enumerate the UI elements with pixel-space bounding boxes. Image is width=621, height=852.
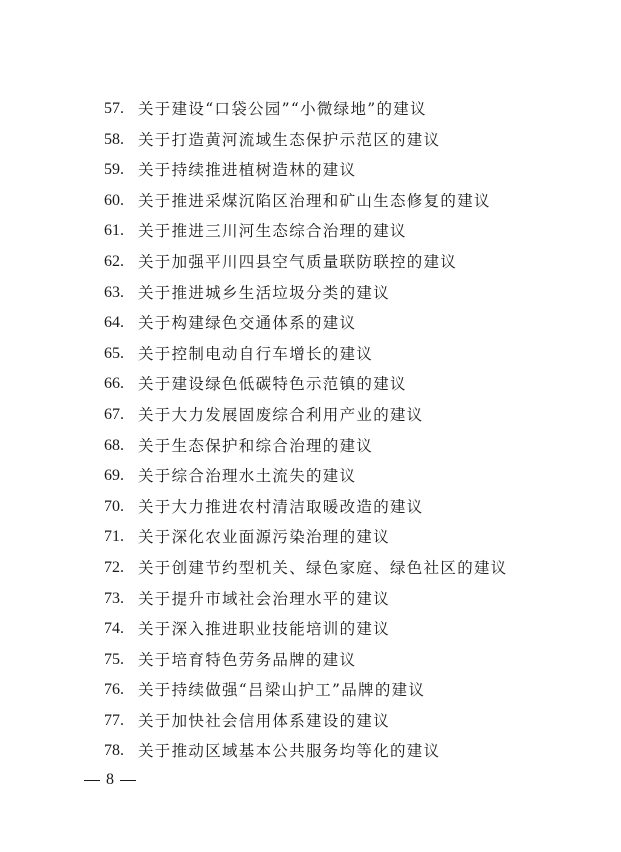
- list-item: [104, 155, 508, 186]
- item-text: 关于推进采煤沉陷区治理和矿山生态修复的建议: [138, 191, 491, 210]
- list-item: [104, 94, 508, 125]
- item-text: 关于打造黄河流域生态保护示范区的建议: [138, 130, 441, 149]
- item-number: 66.: [104, 375, 124, 393]
- list-item: [104, 400, 508, 431]
- item-text: 关于持续做强“吕梁山护工”品牌的建议: [138, 681, 426, 700]
- list-item: [104, 522, 508, 553]
- list-item: [104, 675, 508, 706]
- item-number: 59.: [104, 161, 124, 179]
- item-number: 75.: [104, 650, 124, 668]
- item-text: 关于提升市域社会治理水平的建议: [138, 589, 391, 608]
- item-number: 69.: [104, 467, 124, 485]
- item-text: 关于推进城乡生活垃圾分类的建议: [138, 283, 391, 302]
- page-footer: [84, 771, 136, 789]
- list-item: [104, 308, 508, 339]
- item-text: 关于推动区域基本公共服务均等化的建议: [138, 742, 441, 761]
- list-item: [104, 216, 508, 247]
- item-number: 71.: [104, 528, 124, 546]
- item-number: 65.: [104, 344, 124, 362]
- item-number: 70.: [104, 497, 124, 515]
- item-text: 关于加强平川四县空气质量联防联控的建议: [138, 252, 458, 271]
- list-item: [104, 736, 508, 767]
- list-item: [104, 645, 508, 676]
- footer-dash-right: [120, 780, 136, 781]
- item-number: 62.: [104, 252, 124, 270]
- item-text: 关于深化农业面源污染治理的建议: [138, 528, 391, 547]
- item-text: 关于综合治理水土流失的建议: [138, 467, 357, 486]
- item-text: 关于建设绿色低碳特色示范镇的建议: [138, 375, 407, 394]
- item-number: 58.: [104, 130, 124, 148]
- item-number: 72.: [104, 558, 124, 576]
- item-number: 64.: [104, 314, 124, 332]
- item-text: 关于生态保护和综合治理的建议: [138, 436, 374, 455]
- item-text: 关于控制电动自行车增长的建议: [138, 344, 374, 363]
- item-text: 关于加快社会信用体系建设的建议: [138, 711, 391, 730]
- item-number: 73.: [104, 589, 124, 607]
- item-text: 关于持续推进植树造林的建议: [138, 161, 357, 180]
- recommendation-list: [104, 94, 508, 767]
- list-item: [104, 125, 508, 156]
- list-item: [104, 278, 508, 309]
- list-item: [104, 186, 508, 217]
- list-item: [104, 553, 508, 584]
- item-number: 67.: [104, 405, 124, 423]
- item-text: 关于大力推进农村清洁取暖改造的建议: [138, 497, 424, 516]
- list-item: [104, 706, 508, 737]
- item-number: 77.: [104, 711, 124, 729]
- list-item: [104, 247, 508, 278]
- footer-dash-left: [84, 780, 100, 781]
- item-number: 63.: [104, 283, 124, 301]
- list-item: [104, 614, 508, 645]
- item-text: 关于创建节约型机关、绿色家庭、绿色社区的建议: [138, 558, 508, 577]
- page-number: 8: [106, 771, 114, 788]
- item-text: 关于培育特色劳务品牌的建议: [138, 650, 357, 669]
- item-number: 57.: [104, 100, 124, 117]
- list-item: [104, 461, 508, 492]
- list-item: [104, 339, 508, 370]
- item-text: 关于构建绿色交通体系的建议: [138, 314, 357, 333]
- item-number: 60.: [104, 191, 124, 209]
- item-number: 78.: [104, 742, 124, 760]
- item-number: 61.: [104, 222, 124, 240]
- item-text: 关于建设“口袋公园”“小微绿地”的建议: [138, 100, 427, 118]
- item-number: 76.: [104, 681, 124, 699]
- item-number: 68.: [104, 436, 124, 454]
- list-item: [104, 369, 508, 400]
- item-text: 关于大力发展固废综合利用产业的建议: [138, 405, 424, 424]
- list-item: [104, 492, 508, 523]
- item-text: 关于深入推进职业技能培训的建议: [138, 620, 391, 639]
- list-item: [104, 584, 508, 615]
- item-number: 74.: [104, 620, 124, 638]
- list-item: [104, 431, 508, 462]
- item-text: 关于推进三川河生态综合治理的建议: [138, 222, 407, 241]
